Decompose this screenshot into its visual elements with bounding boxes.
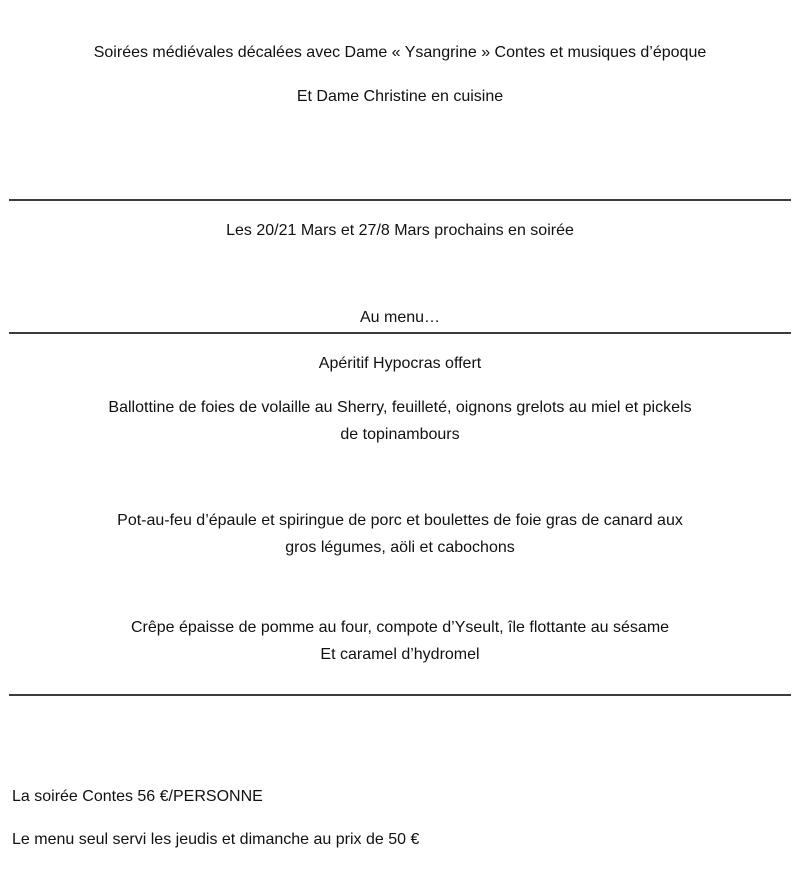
menu-course-main-line2: gros légumes, aöli et cabochons (285, 539, 515, 556)
price-menu-seul: Le menu seul servi les jeudis et dimanche au prix de 50 € (12, 831, 420, 848)
event-title: Soirées médiévales décalées avec Dame « Ysangrine » Contes et musiques d’époque (93, 44, 707, 61)
menu-course-main (0, 507, 800, 561)
menu-course-starter-line1: Ballottine de foies de volaille au Sherry, feuilleté, oignons grelots au miel et pickels (108, 399, 692, 416)
menu-course-dessert (0, 614, 800, 668)
divider-3 (9, 694, 791, 696)
menu-course-starter (0, 394, 800, 448)
divider-1 (9, 199, 791, 201)
menu-course-starter-line2: de topinambours (340, 426, 460, 443)
menu-heading: Au menu… (359, 309, 441, 326)
event-dates: Les 20/21 Mars et 27/8 Mars prochains en soirée (226, 222, 574, 239)
menu-course-main-line1: Pot-au-feu d’épaule et spiringue de porc et boulettes de foie gras de canard aux (117, 512, 683, 529)
price-soiree-contes: La soirée Contes 56 €/PERSONNE (12, 788, 263, 805)
menu-course-dessert-line2: Et caramel d’hydromel (320, 646, 480, 663)
event-subtitle: Et Dame Christine en cuisine (296, 88, 504, 105)
divider-2 (9, 332, 791, 334)
menu-aperitif: Apéritif Hypocras offert (318, 355, 482, 372)
menu-course-dessert-line1: Crêpe épaisse de pomme au four, compote d’Yseult, île flottante au sésame (130, 619, 670, 636)
